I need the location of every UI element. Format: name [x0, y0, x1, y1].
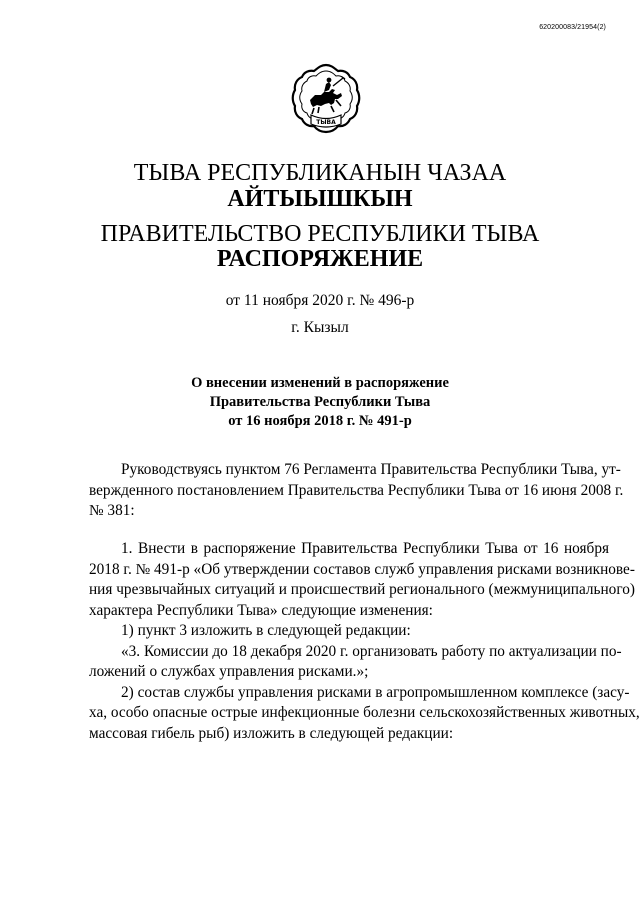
text-line: вержденного постановлением Правительства Республики Тыва от 16 июня 2008 г.	[89, 481, 624, 499]
text-line: характера Республики Тыва» следующие изменения:	[89, 601, 433, 619]
document-city: г. Кызыл	[291, 319, 349, 336]
quote-line: «3. Комиссии до 18 декабря 2020 г. организовать работу по актуализации по-	[121, 642, 622, 660]
document-id: 620200083/21954(2)	[539, 24, 606, 31]
text-line: ния чрезвычайных ситуаций и происшествий регионального (межмуниципального)	[89, 581, 635, 598]
sub-item-2-line: массовая гибель рыб) изложить в следующей редакции:	[89, 724, 454, 742]
header-tuvan-doc-type: АЙТЫЫШКЫН	[227, 186, 413, 212]
preamble-paragraph	[89, 460, 624, 522]
text-line: 2018 г. № 491-р «Об утверждении составов служб управления рисками возникнове-	[89, 560, 635, 578]
header-russian-doc-type: РАСПОРЯЖЕНИЕ	[216, 246, 424, 272]
document-subject	[0, 374, 640, 431]
document-date: от 11 ноября 2020 г. № 496-р	[225, 292, 415, 309]
emblem-label: ТЫВА	[316, 119, 336, 126]
text-line: Руководствуясь пунктом 76 Регламента Правительства Республики Тыва, ут-	[121, 461, 621, 478]
subject-line: Правительства Республики Тыва	[209, 394, 431, 410]
tuva-coat-of-arms-emblem	[291, 62, 361, 142]
header-tuvan-government: ТЫВА РЕСПУБЛИКАНЫН ЧАЗАА	[133, 160, 507, 186]
text-line: № 381:	[89, 502, 135, 519]
subject-line: О внесении изменений в распоряжение	[191, 375, 449, 391]
subject-line: от 16 ноября 2018 г. № 491-р	[228, 413, 412, 429]
sub-item-1: 1) пункт 3 изложить в следующей редакции:	[121, 622, 411, 639]
header-russian-government: ПРАВИТЕЛЬСТВО РЕСПУБЛИКИ ТЫВА	[100, 221, 540, 247]
item-1-paragraph	[89, 539, 640, 744]
quote-line: ложений о службах управления рисками.»;	[89, 663, 369, 680]
text-line: 1. Внести в распоряжение Правительства Республики Тыва от 16 ноября	[121, 540, 609, 557]
sub-item-2-line: ха, особо опасные острые инфекционные болезни сельскохозяйственных животных,	[89, 704, 640, 721]
sub-item-2-line: 2) состав службы управления рисками в агропромышленном комплексе (засу-	[121, 683, 630, 701]
